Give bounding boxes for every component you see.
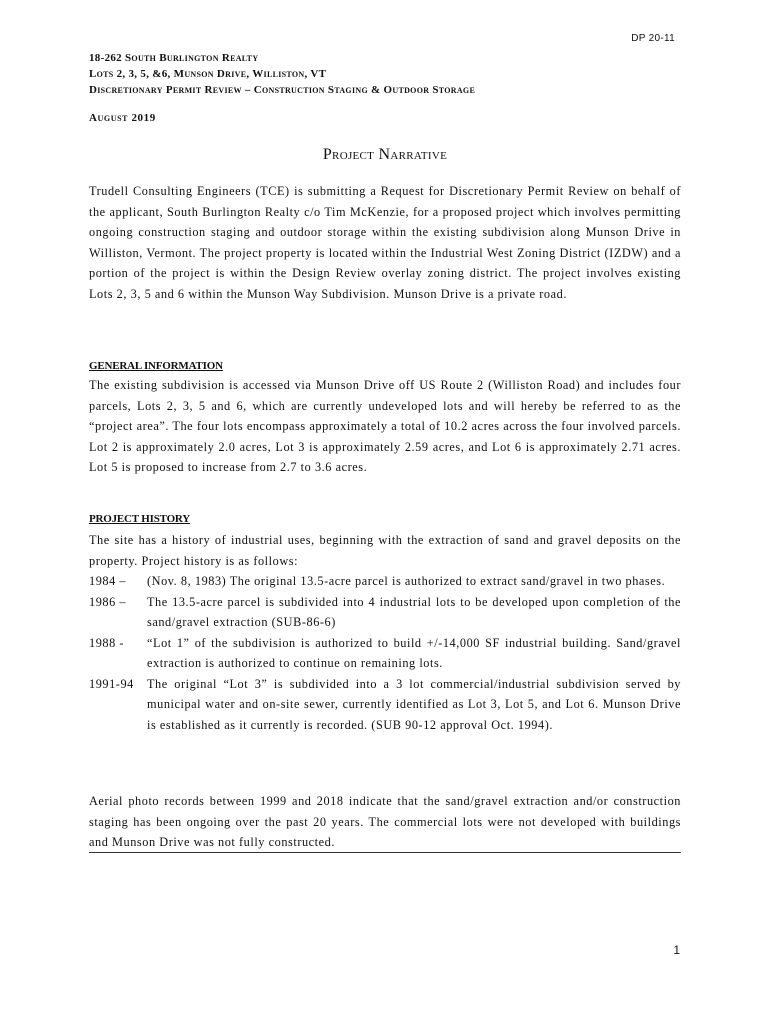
history-item [89, 674, 681, 736]
document-number: DP 20-11 [631, 33, 675, 44]
history-list [89, 571, 681, 735]
history-text: “Lot 1” of the subdivision is authorized to build +/-14,000 SF industrial building. Sand/gravel extraction is authorized to continue on remaining lots. [147, 635, 681, 670]
history-item [89, 571, 681, 592]
document-date: August 2019 [89, 112, 156, 124]
history-year: 1984 – [89, 574, 127, 588]
history-text: The original “Lot 3” is subdivided into a 3 lot commercial/industrial subdivision served by municipal water and on-site sewer, currently identified as Lot 3, Lot 5, and Lot 6. Munson Drive is established as it currently is recorded. (SUB 90-12 approval Oct. 1994). [147, 676, 681, 732]
header-review-line: Discretionary Permit Review – Construction Staging & Outdoor Storage [89, 84, 476, 96]
intro-paragraph: Trudell Consulting Engineers (TCE) is submitting a Request for Discretionary Permit Review on behalf of the applicant, South Burlington Realty c/o Tim McKenzie, for a proposed project which involves permitting ongoing construction staging and outdoor storage within the existing subdivision along Munson Drive in Williston, Vermont. The project property is located within the Industrial West Zoning District (IZDW) and a portion of the project is within the Design Review overlay zoning district. The project involves existing Lots 2, 3, 5 and 6 within the Munson Way Subdivision. Munson Drive is a private road. [89, 184, 681, 301]
document-title: Project Narrative [322, 146, 448, 163]
document-header [89, 50, 689, 98]
header-project-line: 18-262 South Burlington Realty [89, 52, 259, 64]
history-year: 1986 – [89, 594, 127, 609]
history-year: 1991-94 [89, 676, 134, 691]
history-item [89, 633, 681, 674]
page-number: 1 [673, 943, 680, 957]
history-text: (Nov. 8, 1983) The original 13.5-acre parcel is authorized to extract sand/gravel in two phases. [147, 574, 666, 588]
header-location-line: Lots 2, 3, 5, &6, Munson Drive, Williston, VT [89, 68, 327, 80]
general-information-paragraph: The existing subdivision is accessed via Munson Drive off US Route 2 (Williston Road) and includes four parcels, Lots 2, 3, 5 and 6, which are currently undeveloped lots and will hereby be referred to as the “project area”. The four lots encompass approximately a total of 10.2 acres across the four involved parcels. Lot 2 is approximately 2.0 acres, Lot 3 is approximately 2.59 acres, and Lot 6 is approximately 2.71 acres. Lot 5 is proposed to increase from 2.7 to 3.6 acres. [89, 378, 681, 474]
project-history-paragraph: The site has a history of industrial uses, beginning with the extraction of sand and gravel deposits on the property. Project history is as follows: [89, 533, 681, 568]
history-item [89, 592, 681, 633]
section-divider [89, 852, 681, 853]
history-text: The 13.5-acre parcel is subdivided into 4 industrial lots to be developed upon completion of the sand/gravel extraction (SUB-86-6) [147, 594, 681, 629]
history-year: 1988 - [89, 635, 125, 650]
aerial-photo-paragraph: Aerial photo records between 1999 and 2018 indicate that the sand/gravel extraction and/or construction staging has been ongoing over the past 20 years. The commercial lots were not developed with buildings and Munson Drive was not fully constructed. [89, 794, 681, 849]
general-information-heading: GENERAL INFORMATION [89, 360, 223, 372]
project-history-heading: PROJECT HISTORY [89, 513, 191, 525]
